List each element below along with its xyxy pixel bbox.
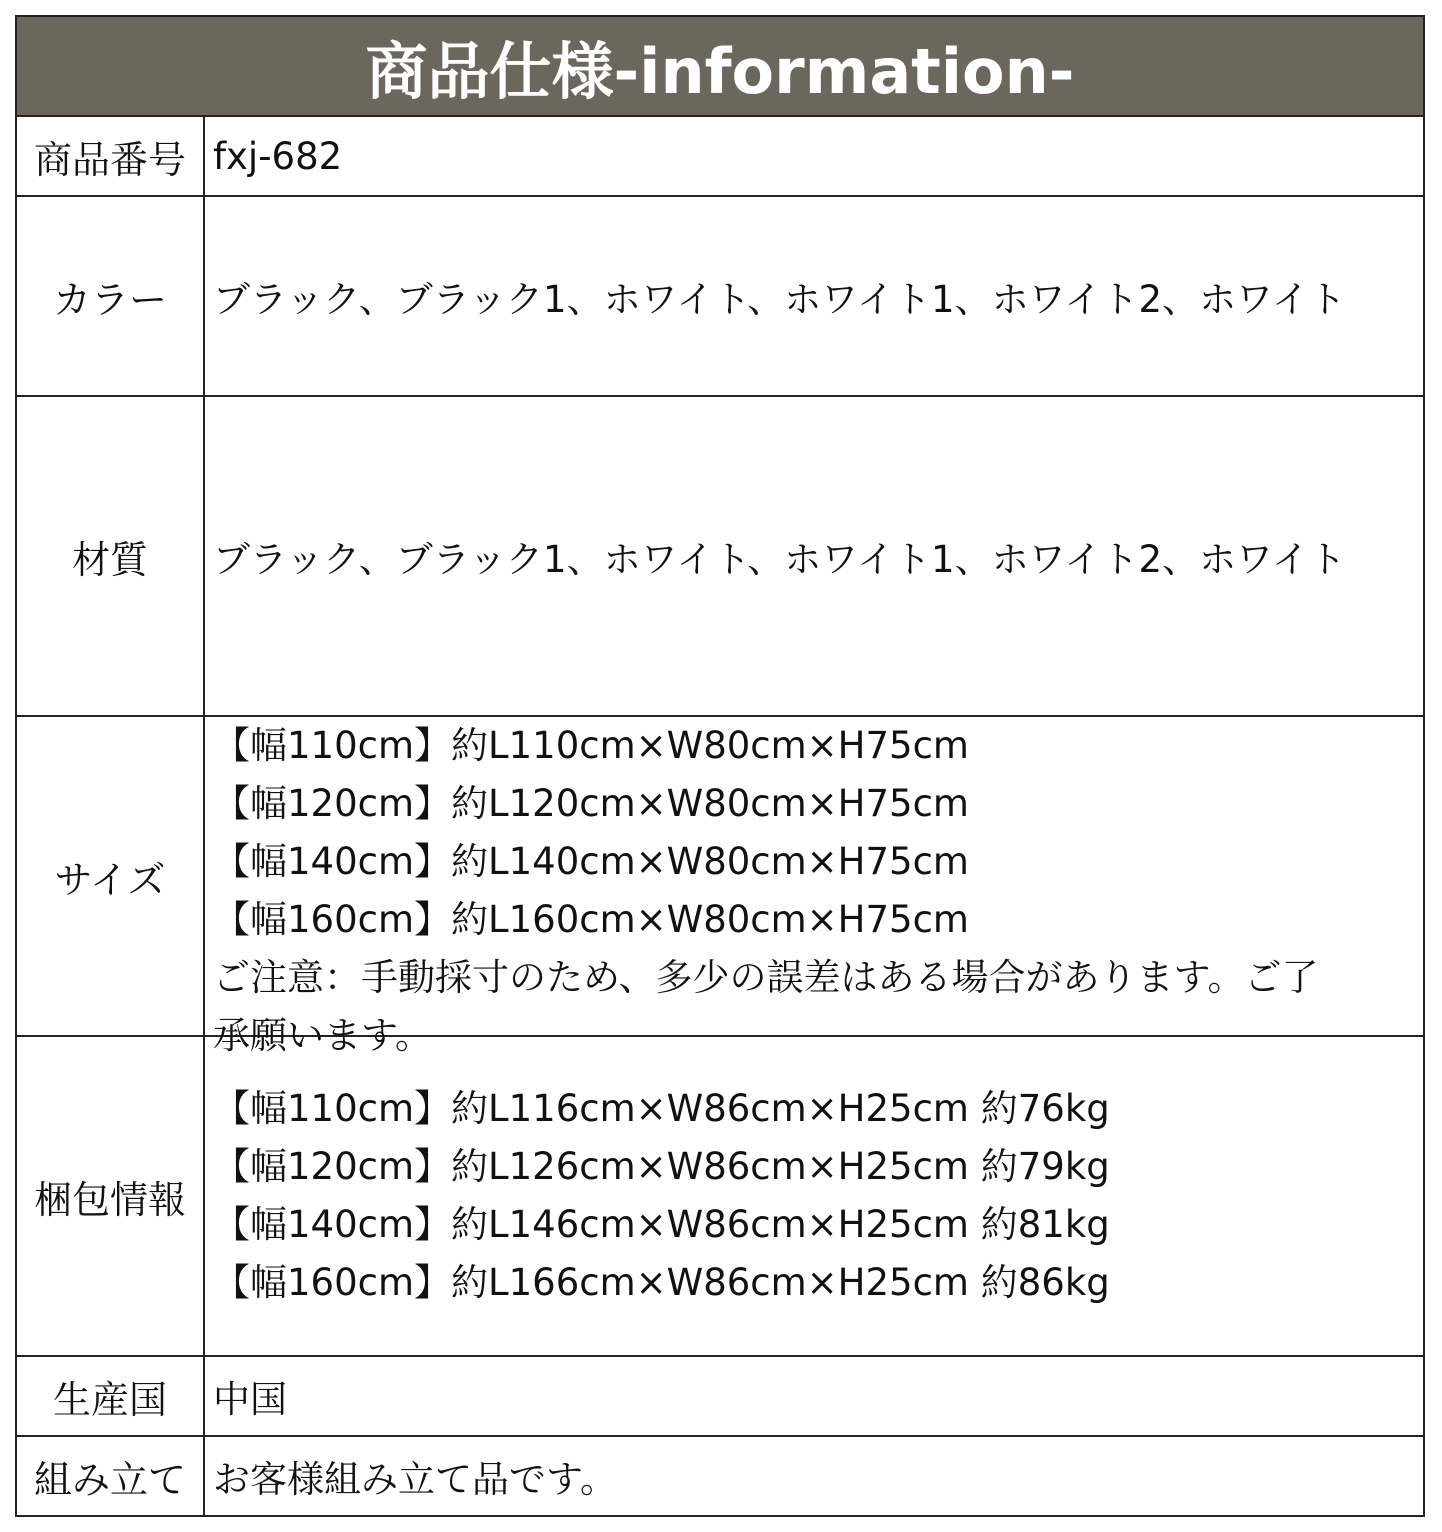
row-origin: [17, 1357, 1423, 1437]
value-origin: 中国: [213, 1378, 287, 1421]
row-assembly: [17, 1437, 1423, 1515]
label-assembly: 組み立て: [17, 1437, 205, 1515]
label-material: 材質: [17, 397, 205, 715]
value-product-number: fxj-682: [213, 134, 343, 178]
row-material: [17, 397, 1423, 717]
size-line: 【幅120cm】約L120cm×W80cm×H75cm: [213, 782, 969, 825]
value-size: [205, 717, 1423, 1057]
package-line: 【幅160cm】約L166cm×W86cm×H25cm 約86kg: [213, 1261, 1110, 1304]
label-origin: 生産国: [17, 1357, 205, 1435]
row-size: [17, 717, 1423, 1057]
size-note-continued: 承願います。: [213, 1014, 433, 1057]
value-package-info: [205, 1037, 1423, 1355]
row-color: [17, 197, 1423, 397]
table-title-bar: [17, 17, 1423, 117]
value-color: ブラック、ブラック1、ホワイト、ホワイト1、ホワイト2、ホワイト: [213, 278, 1346, 321]
package-line: 【幅110cm】約L116cm×W86cm×H25cm 約76kg: [213, 1087, 1110, 1130]
label-color: カラー: [17, 197, 205, 395]
package-line: 【幅120cm】約L126cm×W86cm×H25cm 約79kg: [213, 1145, 1110, 1188]
row-package-info: [17, 1037, 1423, 1357]
value-material: ブラック、ブラック1、ホワイト、ホワイト1、ホワイト2、ホワイト: [213, 538, 1346, 581]
label-product-number: 商品番号: [17, 117, 205, 195]
size-line: 【幅160cm】約L160cm×W80cm×H75cm: [213, 898, 969, 941]
label-size: サイズ: [17, 717, 205, 1035]
table-title: 商品仕様-information-: [365, 34, 1075, 108]
size-note: ご注意：手動採寸のため、多少の誤差はある場合があります。ご了: [213, 956, 1319, 999]
spec-table: [15, 15, 1425, 1517]
size-line: 【幅110cm】約L110cm×W80cm×H75cm: [213, 724, 969, 767]
label-package-info: 梱包情報: [17, 1037, 205, 1355]
size-line: 【幅140cm】約L140cm×W80cm×H75cm: [213, 840, 969, 883]
package-line: 【幅140cm】約L146cm×W86cm×H25cm 約81kg: [213, 1203, 1110, 1246]
row-product-number: [17, 117, 1423, 197]
value-assembly: お客様組み立て品です。: [213, 1458, 618, 1501]
